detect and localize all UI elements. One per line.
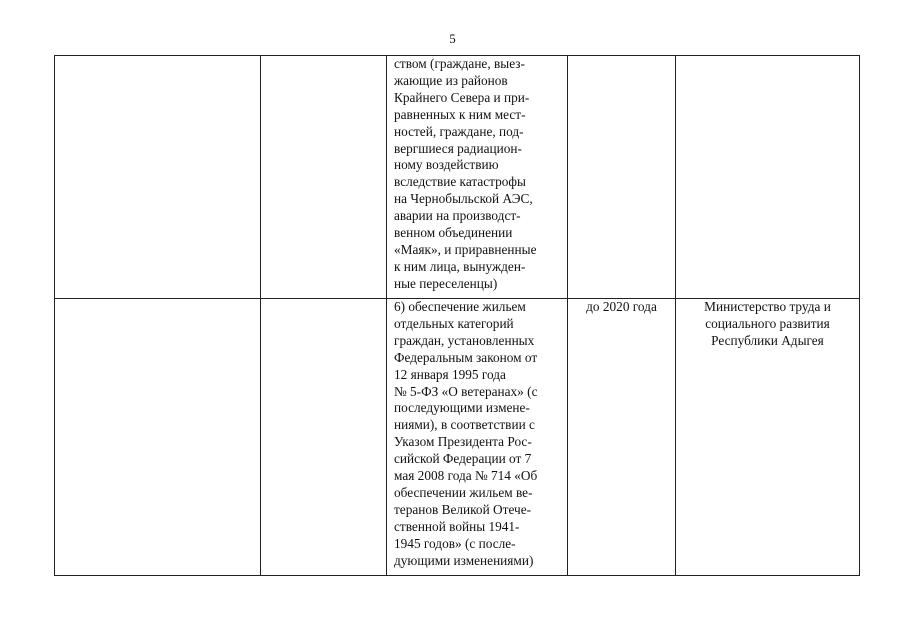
table-cell-deadline xyxy=(568,56,676,299)
table-cell-deadline xyxy=(568,299,676,576)
deadline-text: до 2020 года xyxy=(586,299,657,314)
table-row xyxy=(55,56,860,299)
table-cell-empty xyxy=(55,299,261,576)
table-cell-responsible xyxy=(676,56,860,299)
program-table xyxy=(54,55,860,576)
table-cell-description xyxy=(387,56,568,299)
page-number: 5 xyxy=(449,31,456,46)
table-cell-empty xyxy=(261,56,387,299)
table-cell-responsible xyxy=(676,299,860,576)
description-text: 6) обеспечение жильем отдельных категорий граждан, установленных Федеральным законом от 12 января 1995 года № 5-ФЗ «О ветеранах» (с последующими измене- ниями), в соответствии с Указом Президента Рос- сийской Федерации от 7 мая 2008 года № 714 «Об обеспечении жильем ве- теранов Великой Отече- ственной войны 1941- 1945 годов» (с после- дующими изменениями) xyxy=(394,299,538,568)
responsible-text: Министерство труда и социального развития Республики Адыгея xyxy=(704,299,831,348)
table-cell-description xyxy=(387,299,568,576)
description-text: ством (граждане, выез- жающие из районов Крайнего Севера и при- равненных к ним мест- ностей, граждане, под- вергшиеся радиацион- ному воздействию вследствие катастрофы на Чернобыльской АЭС, аварии на производст- венном объединении «Маяк», и приравненные к ним лица, вынужден- ные переселенцы) xyxy=(394,56,537,291)
table-cell-empty xyxy=(55,56,261,299)
table-cell-empty xyxy=(261,299,387,576)
table-row xyxy=(55,299,860,576)
